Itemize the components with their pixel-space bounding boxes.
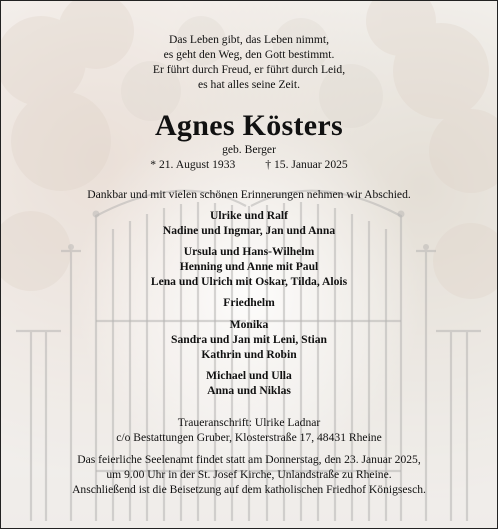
poem-line-3: Er führt durch Freud, er führt durch Leid, bbox=[152, 63, 346, 76]
death-date: † 15. Januar 2025 bbox=[265, 158, 348, 171]
poem-line-4: es hat alles seine Zeit. bbox=[197, 78, 301, 91]
poem-line-2: es geht den Weg, den Gott bestimmt. bbox=[163, 48, 335, 61]
family-line: Friedhelm bbox=[223, 296, 275, 309]
address-line: Traueranschrift: Ulrike Ladnar bbox=[177, 416, 321, 429]
address-line: c/o Bestattungen Gruber, Klosterstraße 17, 48431 Rheine bbox=[116, 431, 382, 444]
birth-date: * 21. August 1933 bbox=[150, 158, 236, 171]
family-line: Anna und Niklas bbox=[207, 384, 291, 397]
family-line: Ulrike und Ralf bbox=[210, 209, 288, 222]
service-line: Das feierliche Seelenamt findet statt am Donnerstag, den 23. Januar 2025, bbox=[77, 453, 421, 466]
poem-line-1: Das Leben gibt, das Leben nimmt, bbox=[168, 33, 330, 46]
deceased-name: Agnes Kösters bbox=[154, 109, 344, 142]
family-line: Kathrin und Robin bbox=[201, 348, 297, 361]
life-dates bbox=[1, 158, 497, 172]
family-line: Sandra und Jan mit Leni, Stian bbox=[171, 333, 327, 346]
family-line: Michael und Ulla bbox=[206, 369, 292, 382]
family-line: Henning und Anne mit Paul bbox=[179, 260, 319, 273]
maiden-name: geb. Berger bbox=[222, 143, 276, 156]
family-line: Nadine und Ingmar, Jan und Anna bbox=[162, 224, 336, 237]
farewell-text: Dankbar und mit vielen schönen Erinnerungen nehmen wir Abschied. bbox=[87, 188, 411, 201]
service-line: um 9.00 Uhr in der St. Josef Kirche, Unlandstraße zu Rheine. bbox=[106, 468, 392, 481]
family-line: Monika bbox=[229, 318, 269, 331]
service-line: Anschließend ist die Beisetzung auf dem katholischen Friedhof Königsesch. bbox=[72, 483, 426, 496]
family-line: Ursula und Hans-Wilhelm bbox=[183, 245, 315, 258]
family-line: Lena und Ulrich mit Oskar, Tilda, Alois bbox=[150, 275, 348, 288]
